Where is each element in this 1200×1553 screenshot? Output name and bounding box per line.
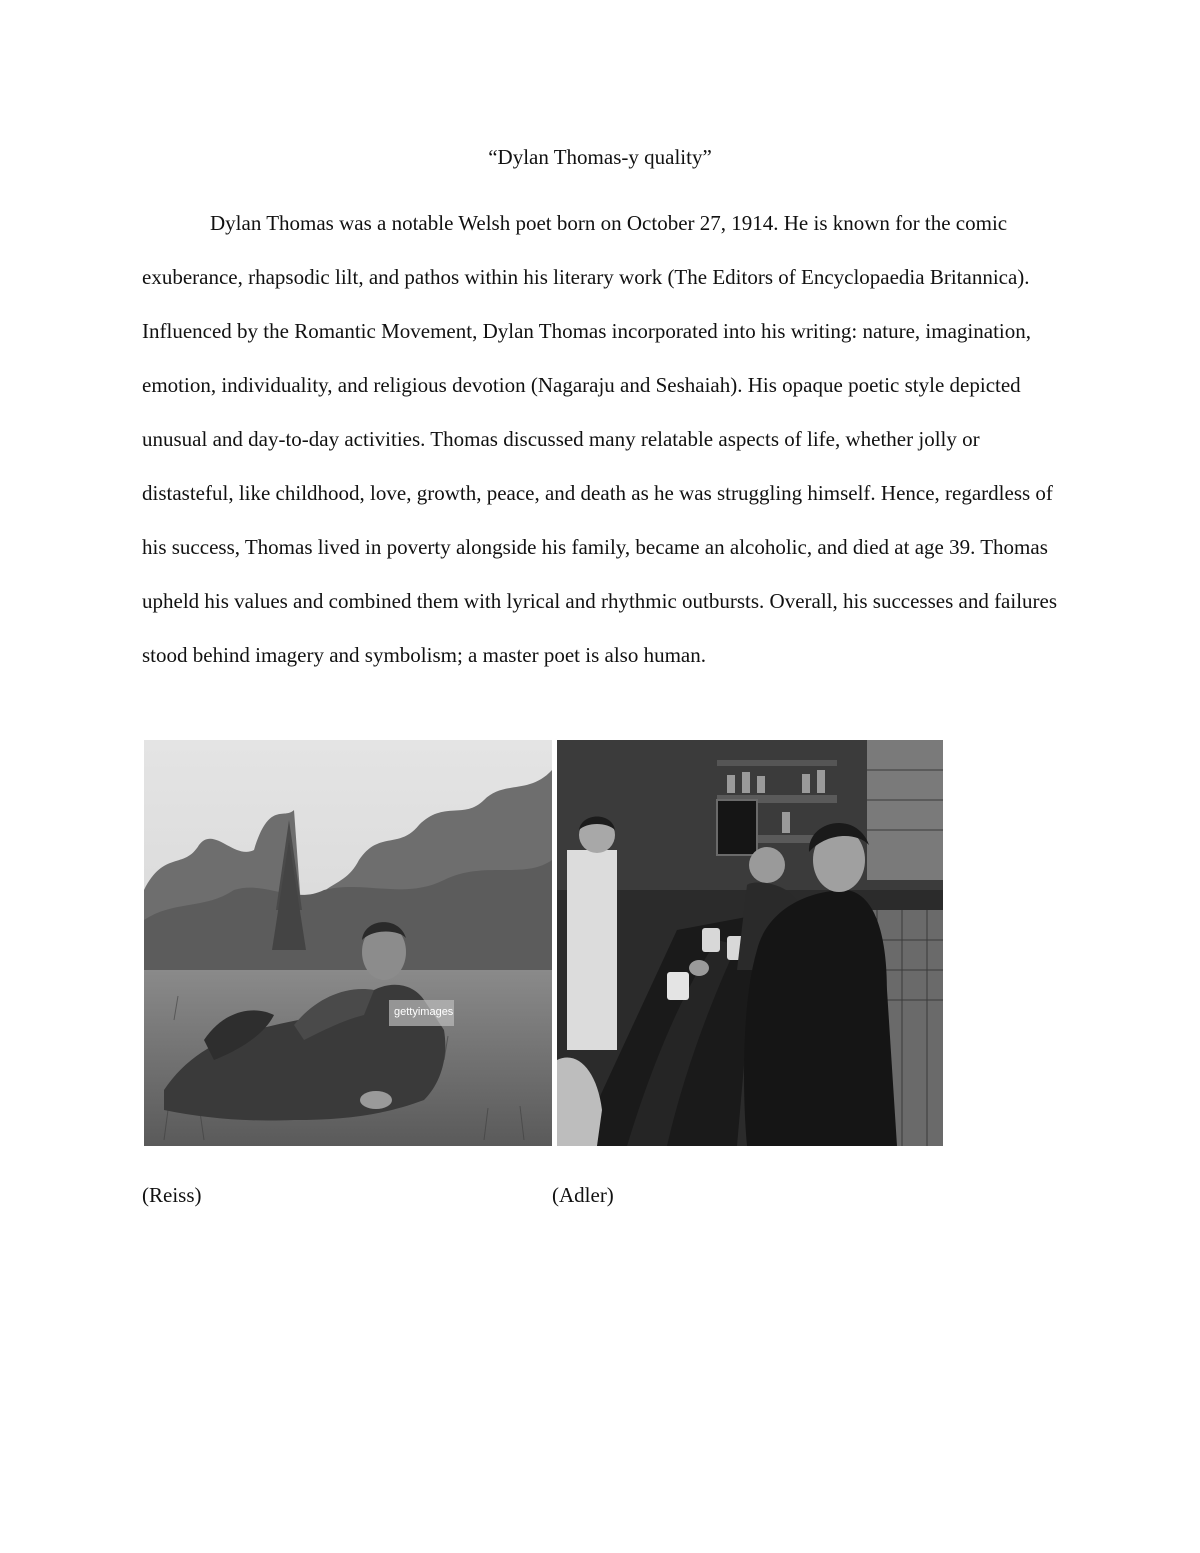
document-title: “Dylan Thomas-y quality” <box>488 145 712 169</box>
photo-poet-at-bar <box>557 740 943 1146</box>
caption-reiss: (Reiss) <box>142 1183 202 1207</box>
getty-watermark: gettyimages <box>394 1006 454 1018</box>
body-paragraph: Dylan Thomas was a notable Welsh poet born on October 27, 1914. He is known for the comic exuberance, rhapsodic lilt, and pathos within his literary work (The Editors of Encyclopaedia Britannica). Influenced by the Romantic Movement, Dylan Thomas incorporated into his writing: nature, imagination, emotion, individuality, and religious devotion (Nagaraju and Seshaiah). His opaque poetic style depicted unusual and day-to-day activities. Thomas discussed many relatable aspects of life, whether jolly or distasteful, like childhood, love, growth, peace, and death as he was struggling himself. Hence, regardless of his success, Thomas lived in poverty alongside his family, became an alcoholic, and died at age 39. Thomas upheld his values and combined them with lyrical and rhythmic outbursts. Overall, his successes and failures stood behind imagery and symbolism; a master poet is also human. <box>142 211 1058 667</box>
reclining-poet-image <box>144 740 552 1146</box>
caption-adler: (Adler) <box>552 1183 614 1207</box>
photo-reclining-poet <box>144 740 552 1146</box>
poet-at-bar-image <box>557 740 943 1146</box>
